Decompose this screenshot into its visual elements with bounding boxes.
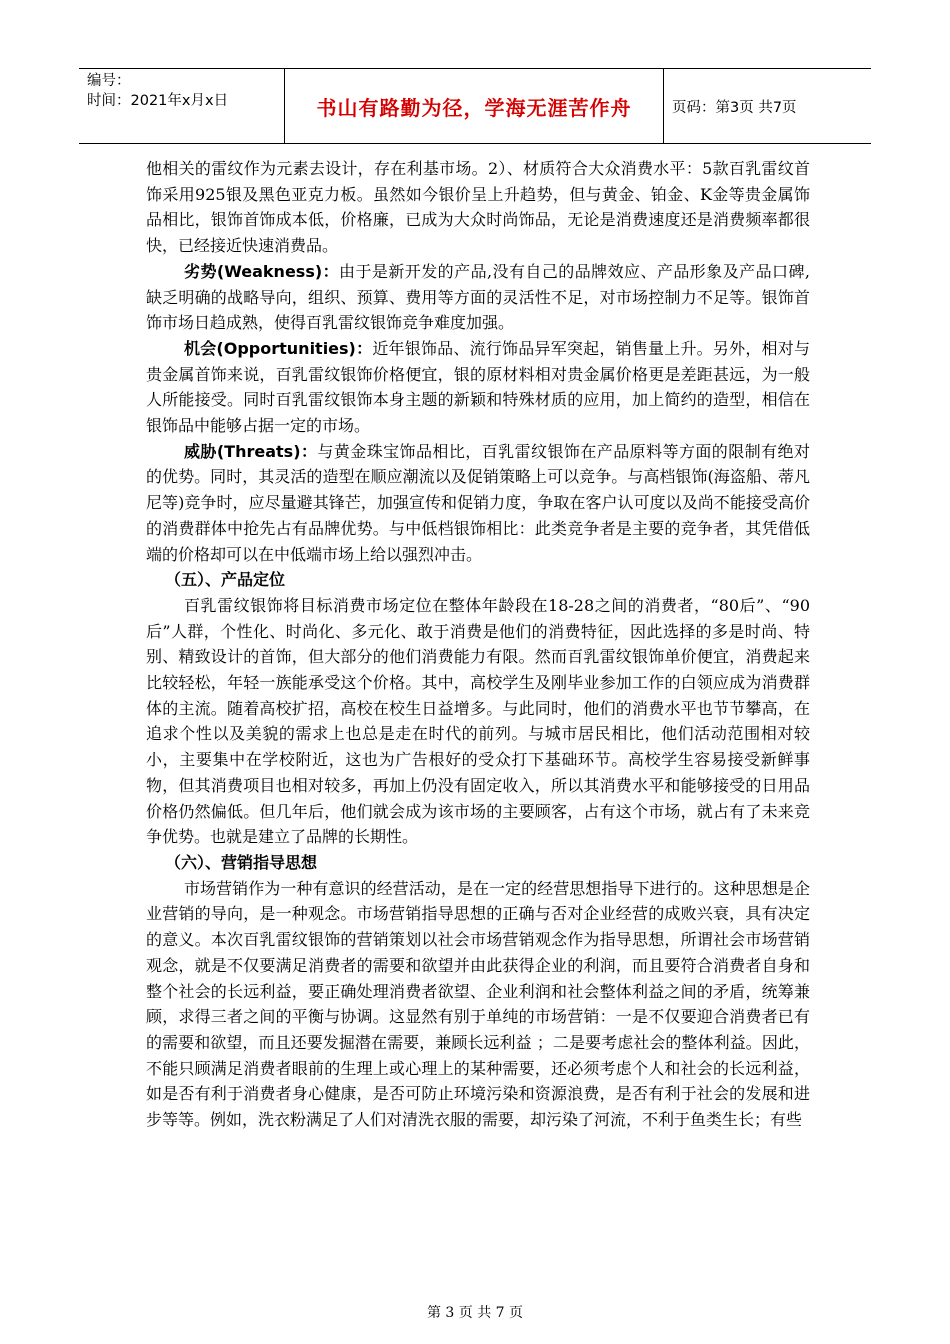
- threats-text: 与黄金珠宝饰品相比，百乳雷纹银饰在产品原料等方面的限制有绝对的优势。同时，其灵活的造型在顺应潮流以及促销策略上可以竞争。与高档银饰(海盗船、蒂凡尼等)竞争时，应尽量避其锋芒，加强宣传和促销力度，争取在客户认可度以及尚不能接受高价的消费群体中抢先占有品牌优势。与中低档银饰相比：此类竞争者是主要的竞争者，其凭借低端的价格却可以在中低端市场上给以强烈冲击。: [146, 441, 810, 564]
- doc-date-label: 时间：2021年x月x日: [87, 93, 229, 109]
- doc-code-label: 编号：: [87, 73, 131, 89]
- page-footer: 第 3 页 共 7 页: [426, 1305, 524, 1321]
- opportunities-text: 近年银饰品、流行饰品异军突起，销售量上升。另外，相对与贵金属首饰来说，百乳雷纹银饰价格便宜，银的原材料相对贵金属价格更是差距甚远，为一般人所能接受。同时百乳雷纹银饰本身主题的新颖和特殊材质的应用，加上简约的造型，相信在银饰品中能够占据一定的市场。: [146, 338, 810, 436]
- section-heading-positioning: （五）、产品定位: [165, 570, 286, 590]
- weakness-text: 由于是新开发的产品,没有自己的品牌效应、产品形象及产品口碑,缺乏明确的战略导向，组织、预算、费用等方面的灵活性不足，对市场控制力不足等。银饰首饰市场日趋成熟，使得百乳雷纹银饰竞争难度加强。: [146, 261, 810, 333]
- header-meta: [79, 69, 284, 143]
- opportunities-label: 机会(Opportunities)：: [184, 338, 373, 358]
- document-body: [146, 156, 810, 1133]
- paragraph-weakness: [146, 259, 810, 336]
- page-header: [79, 68, 871, 144]
- weakness-label: 劣势(Weakness)：: [184, 261, 340, 281]
- threats-label: 威胁(Threats)：: [184, 441, 318, 461]
- paragraph-positioning: 百乳雷纹银饰将目标消费市场定位在整体年龄段在18-28之间的消费者，“80后”、“90后”人群，个性化、时尚化、多元化、敢于消费是他们的消费特征，因此选择的多是时尚、特别、精致设计的首饰，但大部分的他们消费能力有限。然而百乳雷纹银饰单价便宜，消费起来比较轻松，年轻一族能承受这个价格。其中，高校学生及刚毕业参加工作的白领应成为消费群体的主流。随着高校扩招，高校在校生日益增多。与此同时，他们的消费水平也节节攀高，在追求个性以及美貌的需求上也总是走在时代的前列。与城市居民相比，他们活动范围相对较小，主要集中在学校附近，这也为广告根好的受众打下基础环节。高校学生容易接受新鲜事物，但其消费项目也相对较多，再加上仍没有固定收入，所以其消费水平和能够接受的日用品价格仍然偏低。但几年后，他们就会成为该市场的主要顾客，占有这个市场，就占有了未来竞争优势。也就是建立了品牌的长期性。: [146, 595, 810, 847]
- paragraph-threats: [146, 439, 810, 568]
- header-page-number: 页码：第3页 共7页: [672, 99, 797, 116]
- paragraph-opportunities: [146, 336, 810, 439]
- section-heading-guiding-idea: （六）、营销指导思想: [165, 852, 318, 872]
- header-motto-cell: [284, 69, 664, 143]
- paragraph-strengths-cont: 他相关的雷纹作为元素去设计，存在利基市场。2）、材质符合大众消费水平：5款百乳雷纹首饰采用925银及黑色亚克力板。虽然如今银价呈上升趋势，但与黄金、铂金、K金等贵金属饰品相比，银饰首饰成本低，价格廉，已成为大众时尚饰品，无论是消费速度还是消费频率都很快，已经接近快速消费品。: [146, 159, 810, 256]
- header-page-cell: [664, 69, 871, 143]
- paragraph-guiding-idea: 市场营销作为一种有意识的经营活动，是在一定的经营思想指导下进行的。这种思想是企业营销的导向，是一种观念。市场营销指导思想的正确与否对企业经营的成败兴衰，具有决定的意义。本次百乳雷纹银饰的营销策划以社会市场营销观念作为指导思想，所谓社会市场营销观念，就是不仅要满足消费者的需要和欲望并由此获得企业的利润，而且要符合消费者自身和整个社会的长远利益，要正确处理消费者欲望、企业利润和社会整体利益之间的矛盾，统筹兼顾，求得三者之间的平衡与协调。这显然有别于单纯的市场营销：一是不仅要迎合消费者已有的需要和欲望，而且还要发掘潜在需要，兼顾长远利益 ；二是要考虑社会的整体利益。因此，不能只顾满足消费者眼前的生理上或心理上的某种需要，还必须考虑个人和社会的长远利益，如是否有利于消费者身心健康，是否可防止环境污染和资源浪费，是否有利于社会的发展和进步等等。例如，洗衣粉满足了人们对清洗衣服的需要，却污染了河流，不利于鱼类生长；有些: [146, 878, 810, 1130]
- header-motto: 书山有路勤为径，学海无涯苦作舟: [316, 95, 632, 120]
